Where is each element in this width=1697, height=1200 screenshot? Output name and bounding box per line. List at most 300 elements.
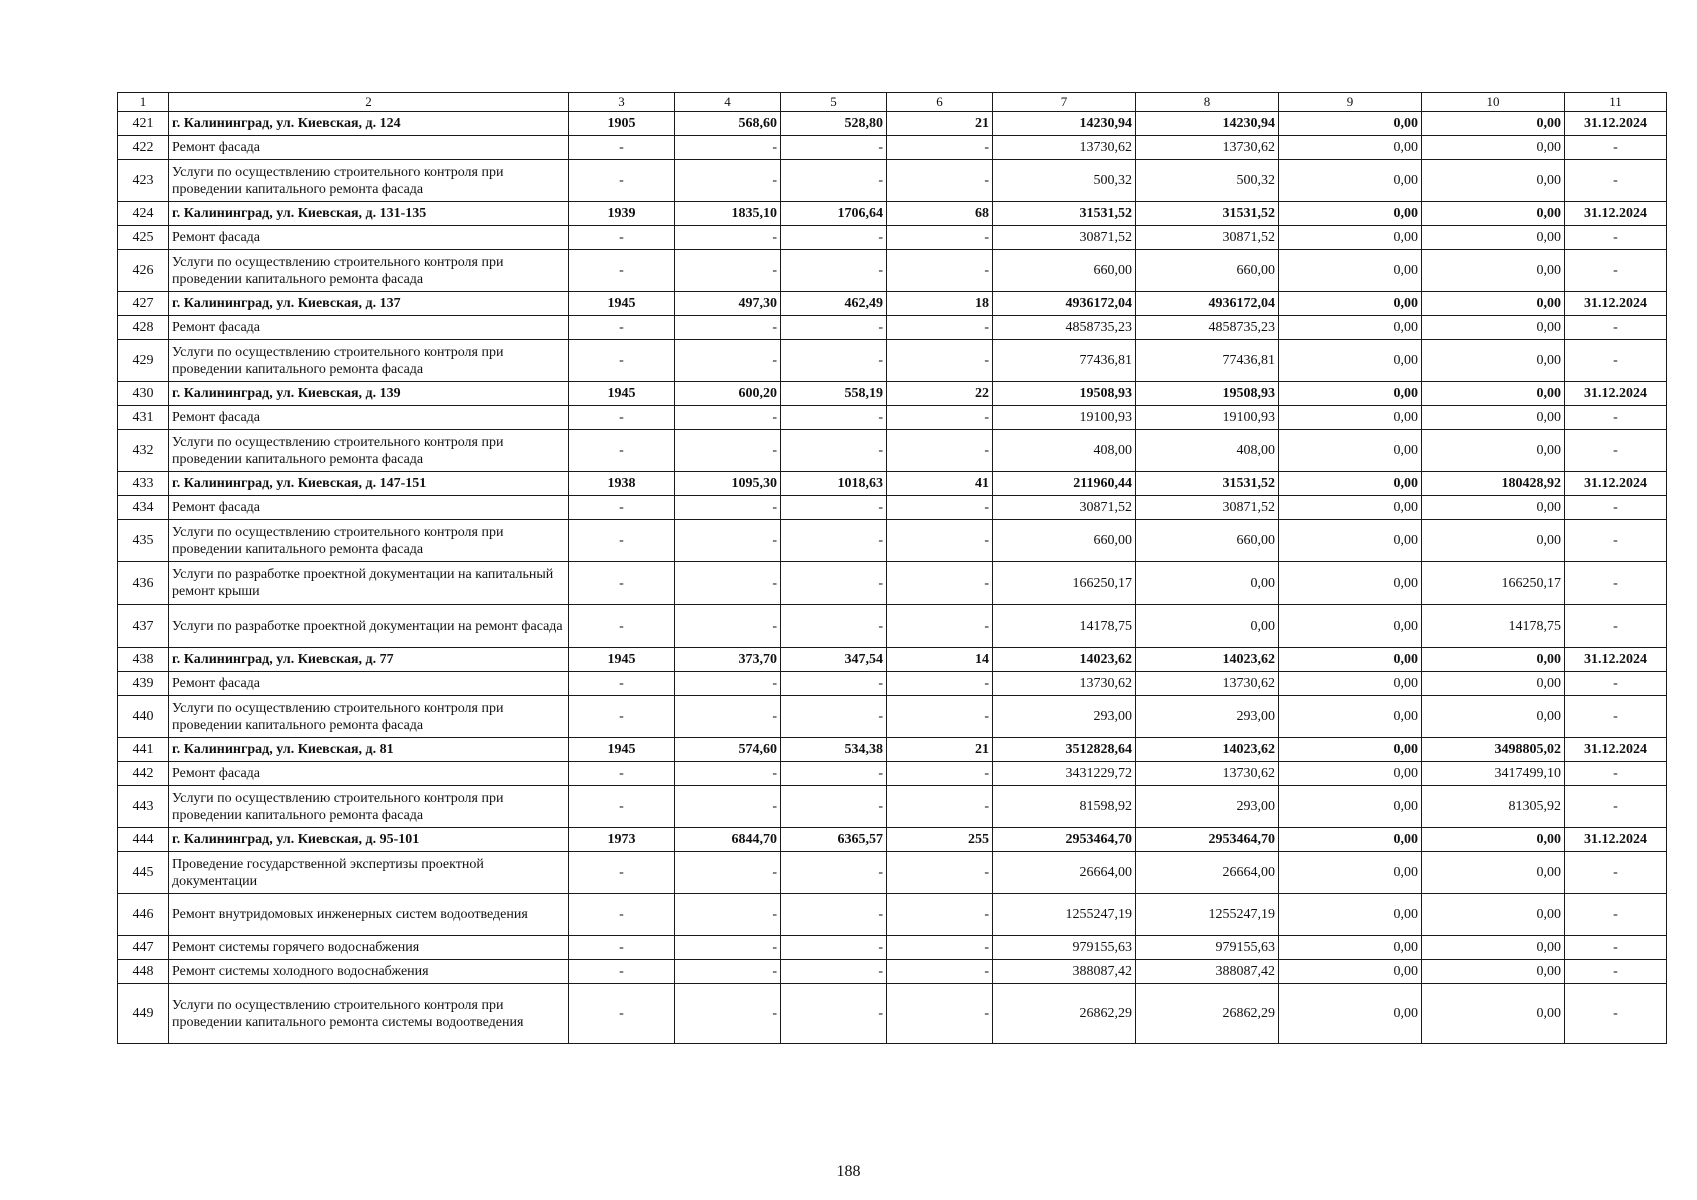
fund-cell: 19508,93 (1136, 382, 1279, 406)
area-living-cell: - (781, 316, 887, 340)
residents-cell: - (887, 136, 993, 160)
column-header: 8 (1136, 93, 1279, 112)
other-cell: 0,00 (1422, 136, 1565, 160)
year-cell: - (569, 340, 675, 382)
table-row (118, 430, 1667, 472)
row-description: г. Калининград, ул. Киевская, д. 81 (169, 738, 569, 762)
area-living-cell: - (781, 160, 887, 202)
year-cell: - (569, 936, 675, 960)
area-total-cell: 574,60 (675, 738, 781, 762)
table-row (118, 894, 1667, 936)
residents-cell: - (887, 316, 993, 340)
cost-total-cell: 660,00 (993, 250, 1136, 292)
row-number: 446 (118, 894, 169, 936)
area-living-cell: - (781, 520, 887, 562)
row-description: Ремонт фасада (169, 316, 569, 340)
fund-cell: 408,00 (1136, 430, 1279, 472)
area-living-cell: - (781, 786, 887, 828)
fund-cell: 30871,52 (1136, 496, 1279, 520)
area-total-cell: - (675, 672, 781, 696)
cost-total-cell: 19508,93 (993, 382, 1136, 406)
area-total-cell: - (675, 406, 781, 430)
other-cell: 0,00 (1422, 852, 1565, 894)
fund-cell: 979155,63 (1136, 936, 1279, 960)
table-row (118, 672, 1667, 696)
row-description: Ремонт фасада (169, 136, 569, 160)
fund-cell: 4858735,23 (1136, 316, 1279, 340)
residents-cell: 21 (887, 738, 993, 762)
row-description: Услуги по осуществлению строительного контроля при проведении капитального ремонта фасада (169, 430, 569, 472)
cost-total-cell: 13730,62 (993, 136, 1136, 160)
fund-cell: 31531,52 (1136, 472, 1279, 496)
row-description: Ремонт системы холодного водоснабжения (169, 960, 569, 984)
row-number: 423 (118, 160, 169, 202)
row-number: 444 (118, 828, 169, 852)
residents-cell: 21 (887, 112, 993, 136)
area-living-cell: - (781, 960, 887, 984)
other-cell: 166250,17 (1422, 562, 1565, 605)
area-total-cell: - (675, 605, 781, 648)
area-total-cell: - (675, 430, 781, 472)
row-number: 438 (118, 648, 169, 672)
completion-date-cell: 31.12.2024 (1565, 472, 1667, 496)
residents-cell: - (887, 250, 993, 292)
fund-cell: 14230,94 (1136, 112, 1279, 136)
cost-total-cell: 500,32 (993, 160, 1136, 202)
residents-cell: 41 (887, 472, 993, 496)
cost-total-cell: 26664,00 (993, 852, 1136, 894)
row-description: г. Калининград, ул. Киевская, д. 139 (169, 382, 569, 406)
cost-total-cell: 14023,62 (993, 648, 1136, 672)
other-cell: 0,00 (1422, 960, 1565, 984)
cost-total-cell: 77436,81 (993, 340, 1136, 382)
completion-date-cell: - (1565, 250, 1667, 292)
area-total-cell: - (675, 496, 781, 520)
area-total-cell: - (675, 316, 781, 340)
fund-cell: 77436,81 (1136, 340, 1279, 382)
year-cell: - (569, 605, 675, 648)
row-description: Ремонт внутридомовых инженерных систем водоотведения (169, 894, 569, 936)
row-number: 437 (118, 605, 169, 648)
completion-date-cell: - (1565, 406, 1667, 430)
row-number: 432 (118, 430, 169, 472)
fund-cell: 4936172,04 (1136, 292, 1279, 316)
cost-total-cell: 293,00 (993, 696, 1136, 738)
row-description: г. Калининград, ул. Киевская, д. 95-101 (169, 828, 569, 852)
residents-cell: - (887, 406, 993, 430)
cost-total-cell: 211960,44 (993, 472, 1136, 496)
completion-date-cell: - (1565, 762, 1667, 786)
area-living-cell: 1018,63 (781, 472, 887, 496)
other-cell: 0,00 (1422, 828, 1565, 852)
row-description: Ремонт фасада (169, 496, 569, 520)
row-description: Проведение государственной экспертизы проектной документации (169, 852, 569, 894)
budget-cell: 0,00 (1279, 316, 1422, 340)
area-living-cell: 462,49 (781, 292, 887, 316)
completion-date-cell: - (1565, 160, 1667, 202)
area-living-cell: - (781, 605, 887, 648)
area-living-cell: 347,54 (781, 648, 887, 672)
area-total-cell: - (675, 762, 781, 786)
row-number: 433 (118, 472, 169, 496)
fund-cell: 13730,62 (1136, 136, 1279, 160)
budget-cell: 0,00 (1279, 382, 1422, 406)
area-total-cell: 497,30 (675, 292, 781, 316)
fund-cell: 1255247,19 (1136, 894, 1279, 936)
year-cell: 1973 (569, 828, 675, 852)
row-number: 436 (118, 562, 169, 605)
budget-cell: 0,00 (1279, 786, 1422, 828)
area-living-cell: - (781, 226, 887, 250)
year-cell: - (569, 762, 675, 786)
area-living-cell: - (781, 894, 887, 936)
area-living-cell: - (781, 340, 887, 382)
fund-cell: 26862,29 (1136, 984, 1279, 1044)
table-row (118, 226, 1667, 250)
completion-date-cell: - (1565, 605, 1667, 648)
completion-date-cell: - (1565, 786, 1667, 828)
fund-cell: 293,00 (1136, 696, 1279, 738)
year-cell: 1945 (569, 382, 675, 406)
residents-cell: - (887, 984, 993, 1044)
cost-total-cell: 26862,29 (993, 984, 1136, 1044)
completion-date-cell: - (1565, 984, 1667, 1044)
table-row (118, 786, 1667, 828)
completion-date-cell: - (1565, 340, 1667, 382)
completion-date-cell: - (1565, 520, 1667, 562)
year-cell: - (569, 136, 675, 160)
budget-cell: 0,00 (1279, 605, 1422, 648)
residents-cell: - (887, 562, 993, 605)
cost-total-cell: 4858735,23 (993, 316, 1136, 340)
other-cell: 0,00 (1422, 316, 1565, 340)
capital-repair-table (117, 92, 1667, 1044)
other-cell: 81305,92 (1422, 786, 1565, 828)
cost-total-cell: 30871,52 (993, 496, 1136, 520)
year-cell: - (569, 894, 675, 936)
completion-date-cell: 31.12.2024 (1565, 648, 1667, 672)
other-cell: 0,00 (1422, 340, 1565, 382)
area-total-cell: - (675, 936, 781, 960)
year-cell: - (569, 672, 675, 696)
area-total-cell: 1835,10 (675, 202, 781, 226)
area-living-cell: 1706,64 (781, 202, 887, 226)
area-living-cell: - (781, 250, 887, 292)
other-cell: 0,00 (1422, 430, 1565, 472)
row-number: 435 (118, 520, 169, 562)
cost-total-cell: 19100,93 (993, 406, 1136, 430)
budget-cell: 0,00 (1279, 406, 1422, 430)
column-header: 11 (1565, 93, 1667, 112)
completion-date-cell: - (1565, 316, 1667, 340)
fund-cell: 14023,62 (1136, 648, 1279, 672)
completion-date-cell: 31.12.2024 (1565, 382, 1667, 406)
residents-cell: 255 (887, 828, 993, 852)
area-total-cell: - (675, 786, 781, 828)
budget-cell: 0,00 (1279, 250, 1422, 292)
row-description: Ремонт фасада (169, 672, 569, 696)
row-number: 434 (118, 496, 169, 520)
area-total-cell: 373,70 (675, 648, 781, 672)
area-total-cell: 568,60 (675, 112, 781, 136)
row-number: 443 (118, 786, 169, 828)
table-row (118, 136, 1667, 160)
cost-total-cell: 13730,62 (993, 672, 1136, 696)
row-number: 449 (118, 984, 169, 1044)
completion-date-cell: - (1565, 894, 1667, 936)
area-total-cell: 1095,30 (675, 472, 781, 496)
row-number: 425 (118, 226, 169, 250)
fund-cell: 13730,62 (1136, 672, 1279, 696)
other-cell: 0,00 (1422, 160, 1565, 202)
row-number: 426 (118, 250, 169, 292)
budget-cell: 0,00 (1279, 936, 1422, 960)
cost-total-cell: 4936172,04 (993, 292, 1136, 316)
year-cell: 1938 (569, 472, 675, 496)
residents-cell: 22 (887, 382, 993, 406)
row-number: 442 (118, 762, 169, 786)
other-cell: 0,00 (1422, 894, 1565, 936)
row-description: Ремонт фасада (169, 226, 569, 250)
table-row (118, 160, 1667, 202)
residents-cell: - (887, 936, 993, 960)
row-description: Ремонт системы горячего водоснабжения (169, 936, 569, 960)
completion-date-cell: - (1565, 562, 1667, 605)
other-cell: 0,00 (1422, 112, 1565, 136)
area-living-cell: - (781, 696, 887, 738)
area-living-cell: - (781, 852, 887, 894)
budget-cell: 0,00 (1279, 340, 1422, 382)
table-row (118, 960, 1667, 984)
residents-cell: - (887, 696, 993, 738)
row-description: г. Калининград, ул. Киевская, д. 147-151 (169, 472, 569, 496)
budget-cell: 0,00 (1279, 202, 1422, 226)
budget-cell: 0,00 (1279, 472, 1422, 496)
row-number: 439 (118, 672, 169, 696)
residents-cell: - (887, 340, 993, 382)
area-total-cell: - (675, 852, 781, 894)
budget-cell: 0,00 (1279, 762, 1422, 786)
completion-date-cell: - (1565, 936, 1667, 960)
table-row (118, 250, 1667, 292)
table-row (118, 382, 1667, 406)
cost-total-cell: 408,00 (993, 430, 1136, 472)
fund-cell: 13730,62 (1136, 762, 1279, 786)
budget-cell: 0,00 (1279, 226, 1422, 250)
budget-cell: 0,00 (1279, 496, 1422, 520)
table-row (118, 202, 1667, 226)
fund-cell: 0,00 (1136, 605, 1279, 648)
row-description: Услуги по осуществлению строительного контроля при проведении капитального ремонта фасада (169, 340, 569, 382)
cost-total-cell: 14230,94 (993, 112, 1136, 136)
other-cell: 0,00 (1422, 936, 1565, 960)
completion-date-cell: - (1565, 496, 1667, 520)
residents-cell: 18 (887, 292, 993, 316)
year-cell: - (569, 852, 675, 894)
residents-cell: - (887, 960, 993, 984)
other-cell: 0,00 (1422, 648, 1565, 672)
cost-total-cell: 1255247,19 (993, 894, 1136, 936)
area-living-cell: 558,19 (781, 382, 887, 406)
column-header: 10 (1422, 93, 1565, 112)
other-cell: 0,00 (1422, 696, 1565, 738)
row-description: Услуги по осуществлению строительного контроля при проведении капитального ремонта фасада (169, 520, 569, 562)
other-cell: 0,00 (1422, 292, 1565, 316)
area-living-cell: - (781, 406, 887, 430)
table-row (118, 292, 1667, 316)
area-total-cell: - (675, 250, 781, 292)
cost-total-cell: 3512828,64 (993, 738, 1136, 762)
row-number: 448 (118, 960, 169, 984)
residents-cell: - (887, 160, 993, 202)
row-description: г. Калининград, ул. Киевская, д. 131-135 (169, 202, 569, 226)
year-cell: 1905 (569, 112, 675, 136)
budget-cell: 0,00 (1279, 852, 1422, 894)
area-living-cell: 6365,57 (781, 828, 887, 852)
cost-total-cell: 3431229,72 (993, 762, 1136, 786)
row-number: 430 (118, 382, 169, 406)
table-row (118, 472, 1667, 496)
cost-total-cell: 388087,42 (993, 960, 1136, 984)
column-header: 6 (887, 93, 993, 112)
year-cell: - (569, 562, 675, 605)
fund-cell: 293,00 (1136, 786, 1279, 828)
column-header: 7 (993, 93, 1136, 112)
year-cell: - (569, 406, 675, 430)
cost-total-cell: 81598,92 (993, 786, 1136, 828)
completion-date-cell: - (1565, 852, 1667, 894)
area-living-cell: - (781, 136, 887, 160)
area-total-cell: - (675, 226, 781, 250)
year-cell: 1939 (569, 202, 675, 226)
area-total-cell: - (675, 520, 781, 562)
residents-cell: - (887, 226, 993, 250)
table-row (118, 738, 1667, 762)
budget-cell: 0,00 (1279, 160, 1422, 202)
budget-cell: 0,00 (1279, 112, 1422, 136)
fund-cell: 388087,42 (1136, 960, 1279, 984)
other-cell: 14178,75 (1422, 605, 1565, 648)
table-row (118, 605, 1667, 648)
other-cell: 0,00 (1422, 496, 1565, 520)
residents-cell: 14 (887, 648, 993, 672)
row-number: 429 (118, 340, 169, 382)
residents-cell: - (887, 894, 993, 936)
column-header: 2 (169, 93, 569, 112)
table-row (118, 562, 1667, 605)
area-total-cell: - (675, 160, 781, 202)
residents-cell: - (887, 672, 993, 696)
residents-cell: - (887, 605, 993, 648)
residents-cell: - (887, 762, 993, 786)
area-total-cell: - (675, 562, 781, 605)
area-total-cell: - (675, 340, 781, 382)
cost-total-cell: 2953464,70 (993, 828, 1136, 852)
cost-total-cell: 31531,52 (993, 202, 1136, 226)
table-row (118, 984, 1667, 1044)
year-cell: - (569, 316, 675, 340)
fund-cell: 500,32 (1136, 160, 1279, 202)
row-description: Услуги по осуществлению строительного контроля при проведении капитального ремонта системы водоотведения (169, 984, 569, 1044)
area-living-cell: - (781, 762, 887, 786)
residents-cell: - (887, 496, 993, 520)
fund-cell: 0,00 (1136, 562, 1279, 605)
budget-cell: 0,00 (1279, 520, 1422, 562)
other-cell: 0,00 (1422, 382, 1565, 406)
year-cell: 1945 (569, 648, 675, 672)
area-total-cell: - (675, 984, 781, 1044)
row-number: 445 (118, 852, 169, 894)
row-description: г. Калининград, ул. Киевская, д. 137 (169, 292, 569, 316)
fund-cell: 26664,00 (1136, 852, 1279, 894)
column-header: 5 (781, 93, 887, 112)
area-living-cell: 528,80 (781, 112, 887, 136)
year-cell: - (569, 496, 675, 520)
budget-cell: 0,00 (1279, 696, 1422, 738)
other-cell: 0,00 (1422, 406, 1565, 430)
year-cell: - (569, 430, 675, 472)
budget-cell: 0,00 (1279, 136, 1422, 160)
completion-date-cell: 31.12.2024 (1565, 738, 1667, 762)
area-total-cell: 6844,70 (675, 828, 781, 852)
budget-cell: 0,00 (1279, 738, 1422, 762)
year-cell: - (569, 520, 675, 562)
row-number: 421 (118, 112, 169, 136)
row-number: 440 (118, 696, 169, 738)
other-cell: 3417499,10 (1422, 762, 1565, 786)
row-description: Услуги по разработке проектной документации на капитальный ремонт крыши (169, 562, 569, 605)
year-cell: - (569, 226, 675, 250)
area-total-cell: - (675, 136, 781, 160)
area-living-cell: - (781, 984, 887, 1044)
other-cell: 0,00 (1422, 984, 1565, 1044)
row-description: Услуги по осуществлению строительного контроля при проведении капитального ремонта фасада (169, 696, 569, 738)
column-number-header-row (118, 93, 1667, 112)
row-number: 427 (118, 292, 169, 316)
column-header: 3 (569, 93, 675, 112)
row-number: 428 (118, 316, 169, 340)
table-row (118, 406, 1667, 430)
residents-cell: - (887, 430, 993, 472)
other-cell: 0,00 (1422, 202, 1565, 226)
area-living-cell: 534,38 (781, 738, 887, 762)
year-cell: 1945 (569, 292, 675, 316)
table-row (118, 496, 1667, 520)
fund-cell: 660,00 (1136, 250, 1279, 292)
area-total-cell: 600,20 (675, 382, 781, 406)
table-row (118, 316, 1667, 340)
row-number: 422 (118, 136, 169, 160)
budget-cell: 0,00 (1279, 292, 1422, 316)
completion-date-cell: 31.12.2024 (1565, 828, 1667, 852)
table-row (118, 828, 1667, 852)
other-cell: 180428,92 (1422, 472, 1565, 496)
year-cell: - (569, 984, 675, 1044)
area-living-cell: - (781, 672, 887, 696)
residents-cell: - (887, 852, 993, 894)
area-total-cell: - (675, 696, 781, 738)
fund-cell: 19100,93 (1136, 406, 1279, 430)
table-row (118, 112, 1667, 136)
row-description: Услуги по осуществлению строительного контроля при проведении капитального ремонта фасада (169, 250, 569, 292)
row-number: 441 (118, 738, 169, 762)
row-description: Услуги по осуществлению строительного контроля при проведении капитального ремонта фасада (169, 160, 569, 202)
budget-cell: 0,00 (1279, 894, 1422, 936)
residents-cell: 68 (887, 202, 993, 226)
budget-cell: 0,00 (1279, 828, 1422, 852)
row-number: 431 (118, 406, 169, 430)
other-cell: 0,00 (1422, 520, 1565, 562)
